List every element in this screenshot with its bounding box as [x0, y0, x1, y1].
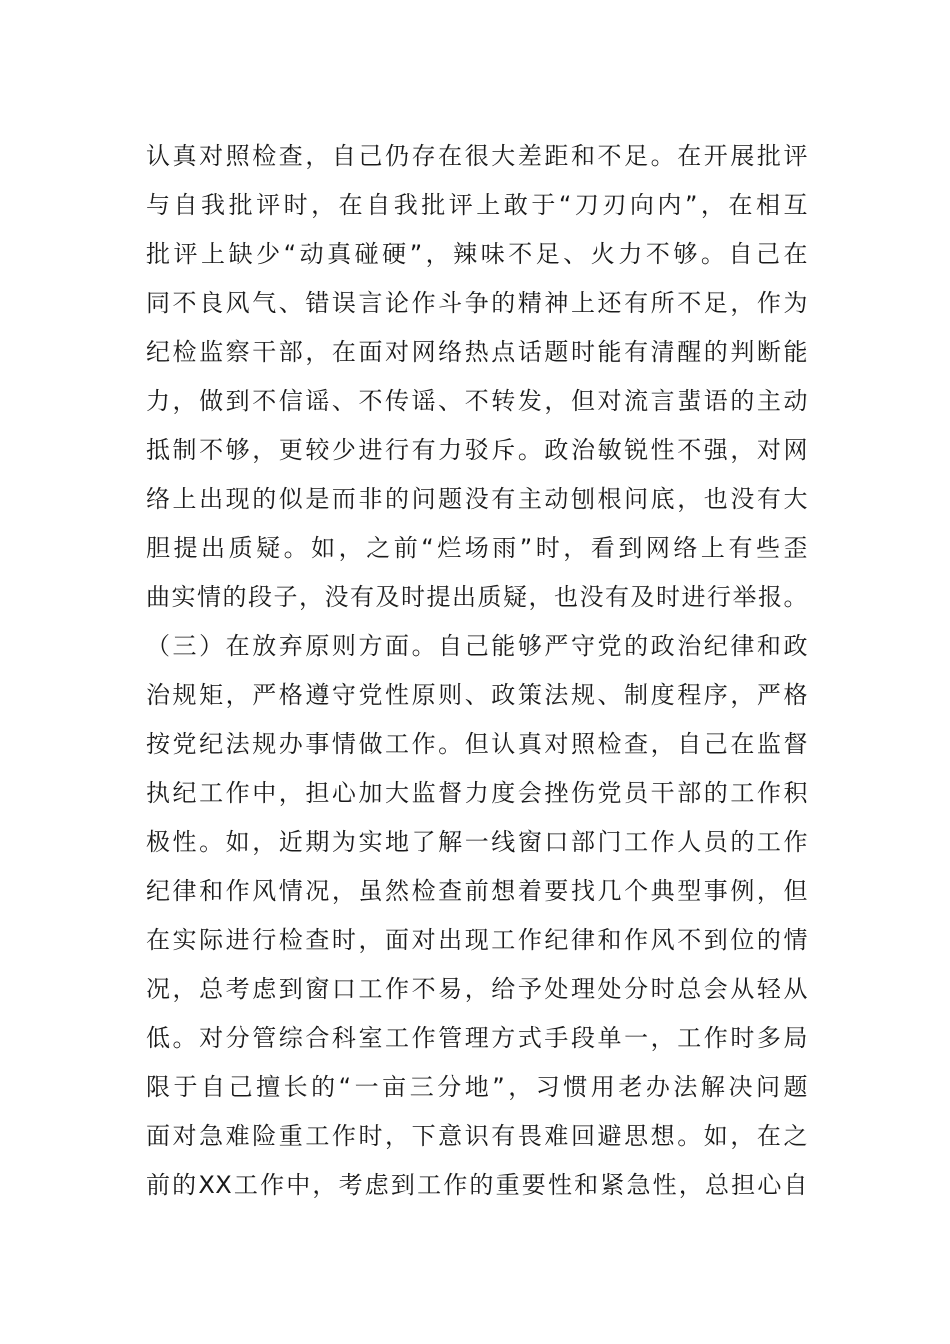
text-line: 治规矩，严格遵守党性原则、政策法规、制度程序，严格 — [146, 681, 808, 709]
text-line: 认真对照检查，自己仍存在很大差距和不足。在开展批评 — [146, 142, 808, 170]
text-line: 执纪工作中，担心加大监督力度会挫伤党员干部的工作积 — [146, 779, 808, 807]
text-line: 批评上缺少“动真碰硬”，辣味不足、火力不够。自己在 — [146, 240, 808, 268]
text-line: 前的XX工作中，考虑到工作的重要性和紧急性，总担心自 — [146, 1171, 808, 1199]
text-line: 在实际进行检查时，面对出现工作纪律和作风不到位的情 — [146, 926, 808, 954]
text-line: 况，总考虑到窗口工作不易，给予处理处分时总会从轻从 — [146, 975, 808, 1003]
text-line: 曲实情的段子，没有及时提出质疑，也没有及时进行举报。 — [146, 583, 808, 611]
text-line: 络上出现的似是而非的问题没有主动刨根问底，也没有大 — [146, 485, 808, 513]
text-line: 纪检监察干部，在面对网络热点话题时能有清醒的判断能 — [146, 338, 808, 366]
body-text — [146, 132, 808, 1210]
text-line: 限于自己擅长的“一亩三分地”，习惯用老办法解决问题 — [146, 1073, 808, 1101]
text-line: 极性。如，近期为实地了解一线窗口部门工作人员的工作 — [146, 828, 808, 856]
text-line: 同不良风气、错误言论作斗争的精神上还有所不足，作为 — [146, 289, 808, 317]
text-line: 抵制不够，更较少进行有力驳斥。政治敏锐性不强，对网 — [146, 436, 808, 464]
text-line: 低。对分管综合科室工作管理方式手段单一，工作时多局 — [146, 1024, 808, 1052]
text-line: 胆提出质疑。如，之前“烂场雨”时，看到网络上有些歪 — [146, 534, 808, 562]
text-line: 面对急难险重工作时，下意识有畏难回避思想。如，在之 — [146, 1122, 808, 1150]
section-heading-line: （三）在放弃原则方面。自己能够严守党的政治纪律和政 — [146, 632, 808, 660]
text-line: 与自我批评时，在自我批评上敢于“刀刃向内”，在相互 — [146, 191, 808, 219]
text-line: 按党纪法规办事情做工作。但认真对照检查，自己在监督 — [146, 730, 808, 758]
text-line: 纪律和作风情况，虽然检查前想着要找几个典型事例，但 — [146, 877, 808, 905]
text-line: 力，做到不信谣、不传谣、不转发，但对流言蜚语的主动 — [146, 387, 808, 415]
